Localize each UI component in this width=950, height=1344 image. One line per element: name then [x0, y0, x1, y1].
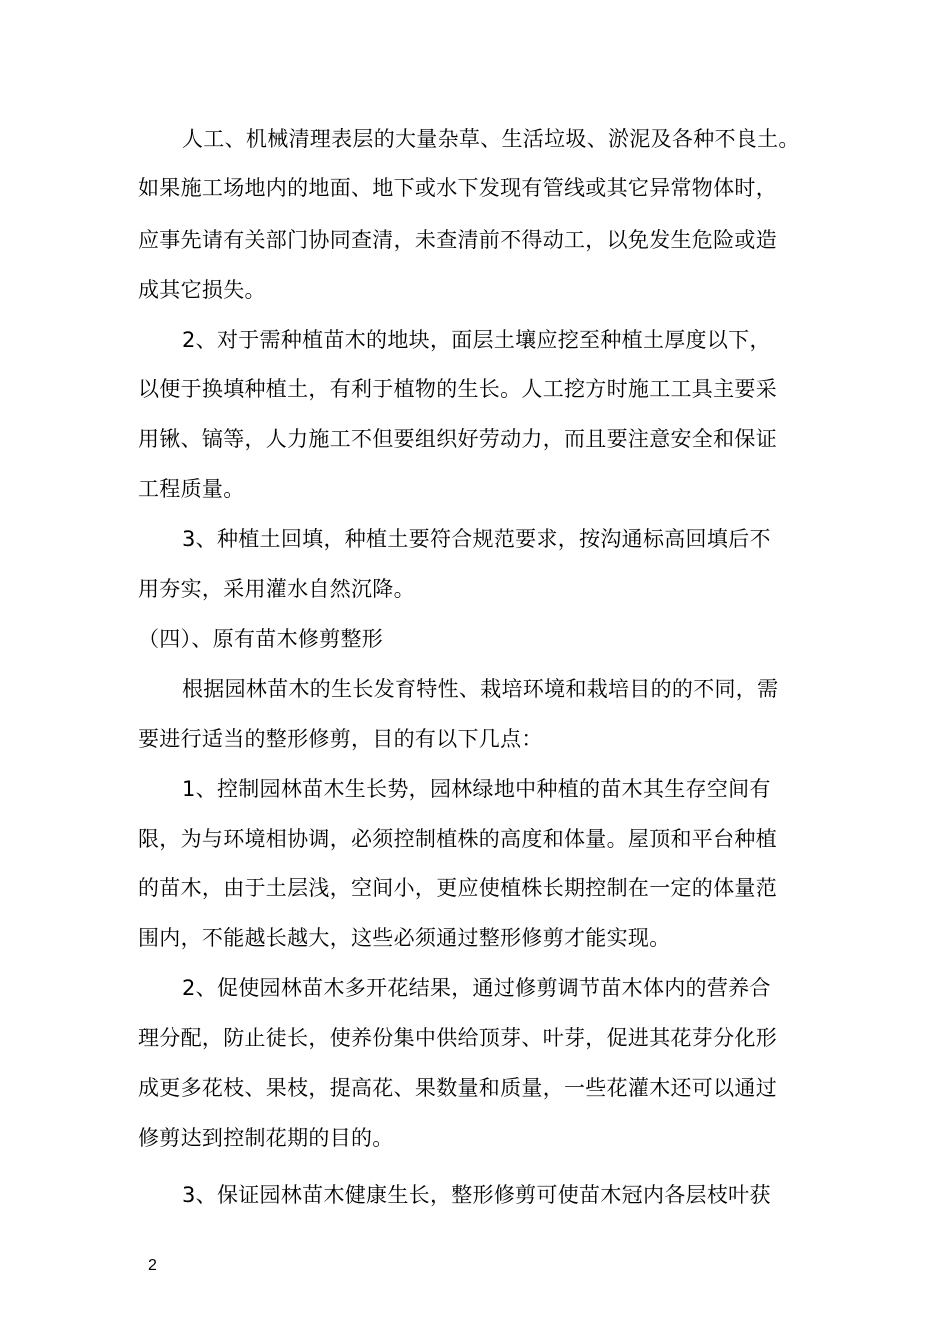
text-line: 成更多花枝、果枝，提高花、果数量和质量，一些花灌木还可以通过	[138, 1076, 777, 1100]
text-line: 限，为与环境相协调，必须控制植株的高度和体量。屋顶和平台种植	[138, 827, 777, 851]
text-line: 要进行适当的整形修剪，目的有以下几点：	[138, 727, 543, 751]
text-line: 根据园林苗木的生长发育特性、栽培环境和栽培目的的不同，需	[182, 677, 779, 701]
text-line: 理分配，防止徒长，使养份集中供给顶芽、叶芽，促进其花芽分化形	[138, 1026, 777, 1050]
text-line: 成其它损失。	[138, 278, 266, 302]
text-line: 修剪达到控制花期的目的。	[138, 1126, 394, 1150]
section-heading: （四）、原有苗木修剪整形	[138, 627, 384, 651]
text-line: 围内，不能越长越大，这些必须通过整形修剪才能实现。	[138, 926, 671, 950]
text-line: 的苗木，由于土层浅，空间小，更应使植株长期控制在一定的体量范	[138, 876, 777, 900]
text-line: 用锹、镐等，人力施工不但要组织好劳动力，而且要注意安全和保证	[138, 427, 777, 451]
text-line: 用夯实，采用灌水自然沉降。	[138, 577, 415, 601]
text-line: 3、种植土回填，种植土要符合规范要求，按沟通标高回填后不	[182, 527, 771, 551]
page-number: 2	[148, 1257, 157, 1274]
text-line: 如果施工场地内的地面、地下或水下发现有管线或其它异常物体时，	[138, 176, 777, 200]
text-line: 3、保证园林苗木健康生长，整形修剪可使苗木冠内各层枝叶获	[182, 1183, 771, 1207]
text-line: 以便于换填种植土，有利于植物的生长。人工挖方时施工工具主要采	[138, 377, 777, 401]
text-line: 2、对于需种植苗木的地块，面层土壤应挖至种植土厚度以下，	[182, 328, 771, 352]
text-line: 应事先请有关部门协同查清，未查清前不得动工，以免发生危险或造	[138, 228, 777, 252]
text-line: 工程质量。	[138, 477, 245, 501]
text-line: 2、促使园林苗木多开花结果，通过修剪调节苗木体内的营养合	[182, 976, 771, 1000]
text-line: 人工、机械清理表层的大量杂草、生活垃圾、淤泥及各种不良土。	[182, 127, 800, 151]
text-line: 1、控制园林苗木生长势，园林绿地中种植的苗木其生存空间有	[182, 777, 771, 801]
